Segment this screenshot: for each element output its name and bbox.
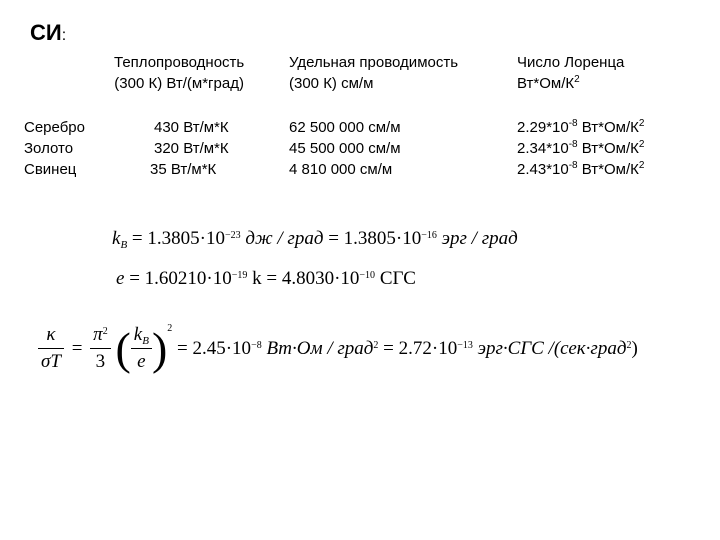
metal-names (24, 117, 85, 180)
title-colon: : (61, 27, 67, 44)
fraction-pi-squared-over-3: $\frac{\pi^2}{3}$ (90, 322, 111, 375)
header-lorenz-unit: Вт*Ом/К (517, 75, 575, 92)
fraction-kb-over-e: $\frac{k_B}{e}$ (131, 322, 152, 375)
header-thermal-line1: Теплопроводность (114, 54, 245, 71)
page-title (30, 20, 66, 46)
lorenz-values (517, 117, 644, 180)
header-lorenz (517, 52, 624, 94)
thermal-lead: 35 Вт/м*К (150, 161, 217, 178)
thermal-silver: 430 Вт/м*К (154, 119, 229, 136)
header-conductivity-line1: Удельная проводимость (289, 54, 459, 71)
thermal-gold: 320 Вт/м*К (154, 140, 229, 157)
header-lorenz-line1: Число Лоренца (517, 54, 625, 71)
metal-lead: Свинец (24, 161, 77, 178)
conductivity-values (289, 117, 401, 180)
conductivity-silver: 62 500 000 см/м (289, 119, 401, 136)
metal-gold: Золото (24, 140, 74, 157)
header-thermal-line2: (300 К) Вт/(м*град) (114, 75, 244, 92)
header-conductivity (289, 52, 458, 94)
header-lorenz-unit-exp: 2 (574, 74, 580, 85)
conductivity-gold: 45 500 000 см/м (289, 140, 401, 157)
thermal-values (150, 117, 229, 180)
formula-boltzmann: $k_B = 1.3805\cdot 10^{-23}$ дж / град = $1.3805\cdot 10^{-16}$ эрг / град (112, 228, 518, 251)
header-conductivity-line2: (300 К) см/м (289, 75, 374, 92)
lorenz-silver: $2.29*10^{-8}$ $Вт*Ом/К^2$ (517, 118, 645, 136)
title-text: СИ (30, 20, 62, 45)
header-lorenz-line2 (517, 73, 624, 94)
lorenz-lead: $2.43*10^{-8}$ $Вт*Ом/К^2$ (517, 160, 645, 178)
conductivity-lead: 4 810 000 см/м (289, 161, 393, 178)
formula-electron-charge: $e = 1.60210\cdot 10^{-19}$ $k = 4.8030\cdot 10^{-10}$ СГС (116, 268, 416, 289)
lorenz-gold: $2.34*10^{-8}$ $Вт*Ом/К^2$ (517, 139, 645, 157)
metal-silver: Серебро (24, 119, 85, 136)
fraction-kappa-sigma-t: $\frac{\kappa}{\sigma T}$ (38, 322, 64, 375)
formula-lorenz: $\frac{\kappa}{\sigma T}$ = $\frac{\pi^2}{3}$ ( $\frac{k_B}{e}$ )$^2 = 2.45\cdot 10^{-8}$ Вт·Ом / град$^2$ = $2.72\cdot 10^{-13}$ эрг·СГС /(сек·град$^2$) (38, 322, 638, 375)
header-thermal-conductivity (114, 52, 244, 94)
